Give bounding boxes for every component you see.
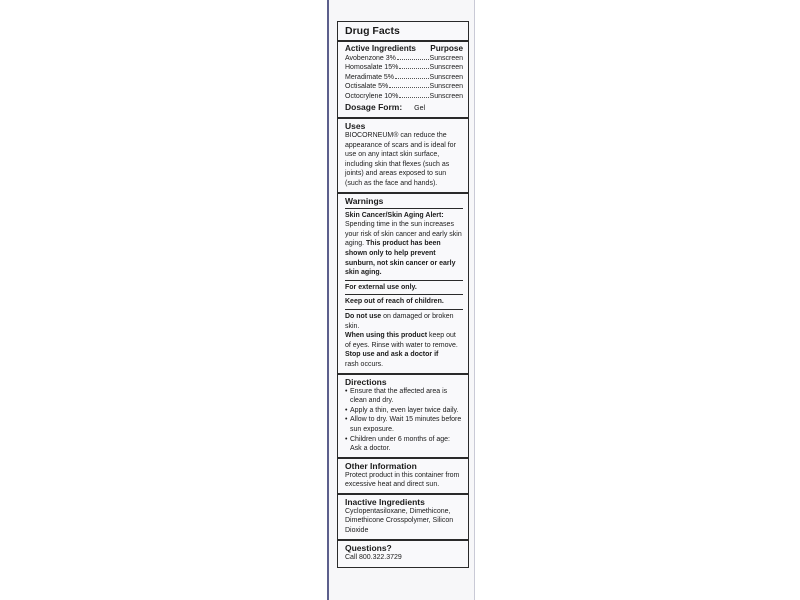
purpose-heading: Purpose: [430, 44, 463, 53]
ingredient-purpose: Sunscreen: [429, 92, 463, 100]
stop-use-text: rash occurs.: [345, 360, 384, 368]
uses-section: [345, 119, 463, 192]
list-item: • Allow to dry. Wait 15 minutes before sun exposure.: [345, 416, 462, 433]
external-use-warning: For external use only.: [345, 283, 417, 291]
dosage-form-row: [345, 102, 463, 114]
ingredient-name: Homosalate 15%: [345, 64, 399, 72]
leader-dots: [397, 59, 429, 60]
ingredient-name: Octocrylene 10%: [345, 92, 399, 100]
do-not-use-text: on damaged or broken skin.: [345, 312, 454, 330]
questions-section: [345, 541, 463, 566]
ingredient-row: [345, 92, 463, 102]
active-ingredients-heading: Active Ingredients: [345, 44, 416, 53]
ingredient-row: [345, 73, 463, 83]
ingredient-name: Meradimate 5%: [345, 73, 395, 81]
direction-text: Allow to dry. Wait 15 minutes before sun exposure.: [350, 416, 462, 433]
other-information-section: [345, 459, 463, 493]
dosage-form-value: Gel: [414, 105, 426, 113]
ingredient-row: [345, 54, 463, 64]
dosage-form-label: Dosage Form:: [345, 102, 403, 113]
active-ingredients-section: [345, 42, 463, 117]
divider: [345, 208, 463, 209]
other-information-heading: Other Information: [345, 460, 417, 471]
when-using-warning: [345, 331, 463, 350]
ingredient-purpose: Sunscreen: [429, 83, 463, 91]
skin-cancer-alert: [345, 220, 463, 278]
ingredient-row: [345, 82, 463, 92]
warnings-heading: Warnings: [345, 195, 384, 206]
uses-heading: Uses: [345, 121, 366, 132]
ingredient-row: [345, 63, 463, 73]
inactive-ingredients-heading: Inactive Ingredients: [345, 496, 425, 507]
divider: [345, 280, 463, 281]
ingredient-purpose: Sunscreen: [429, 54, 463, 62]
keep-out-of-reach-warning: Keep out of reach of children.: [345, 298, 444, 306]
other-information-text: Protect product in this container from excessive heat and direct sun.: [345, 471, 460, 489]
divider: [345, 309, 463, 310]
divider: [345, 294, 463, 295]
when-using-bold: When using this product: [345, 332, 428, 340]
leader-dots: [389, 87, 428, 88]
ingredient-name: Octisalate 5%: [345, 83, 389, 91]
questions-text: Call 800.322.3729: [345, 553, 402, 561]
uses-text: BIOCORNEUM® can reduce the appearance of scars and is ideal for use on any intact skin surface, including skin that flexes (such as joints) and areas exposed to sun (such as the face and hands).: [345, 132, 456, 188]
list-item: • Children under 6 months of age: Ask a doctor.: [345, 435, 463, 454]
drug-facts-panel: [337, 21, 469, 568]
directions-heading: Directions: [345, 376, 387, 387]
alert-bold-text: This product has been shown only to help prevent sunburn, not skin cancer or early skin aging.: [345, 240, 456, 277]
questions-heading: Questions?: [345, 542, 392, 553]
alert-text: Spending time in the sun increases your risk of skin cancer and early skin aging.: [345, 221, 462, 248]
when-using-text: keep out of eyes. Rinse with water to remove.: [345, 332, 458, 349]
ingredient-purpose: Sunscreen: [429, 73, 463, 81]
do-not-use-warning: [345, 312, 463, 331]
warnings-section: [345, 194, 463, 373]
inactive-ingredients-section: [345, 495, 463, 539]
do-not-use-bold: Do not use: [345, 312, 382, 320]
skin-cancer-alert-heading: Skin Cancer/Skin Aging Alert:: [345, 211, 444, 219]
stop-use-bold: Stop use and ask a doctor if: [345, 351, 439, 359]
direction-text: Ensure that the affected area is clean and dry.: [350, 387, 448, 405]
drug-facts-title: Drug Facts: [345, 25, 400, 37]
list-item: • Apply a thin, even layer twice daily.: [345, 406, 459, 414]
active-ingredients-header: [345, 44, 463, 54]
leader-dots: [399, 97, 428, 98]
inactive-ingredients-text: Cyclopentasiloxane, Dimethicone, Dimethicone Crosspolymer, Silicon Dioxide: [345, 507, 454, 535]
leader-dots: [399, 68, 428, 69]
leader-dots: [395, 78, 429, 79]
directions-section: [345, 375, 463, 457]
ingredient-purpose: Sunscreen: [429, 64, 463, 72]
direction-text: Apply a thin, even layer twice daily.: [350, 406, 459, 414]
direction-text: Children under 6 months of age: Ask a doctor.: [350, 435, 451, 453]
list-item: • Ensure that the affected area is clean and dry.: [345, 387, 463, 406]
ingredient-name: Avobenzone 3%: [345, 54, 396, 62]
